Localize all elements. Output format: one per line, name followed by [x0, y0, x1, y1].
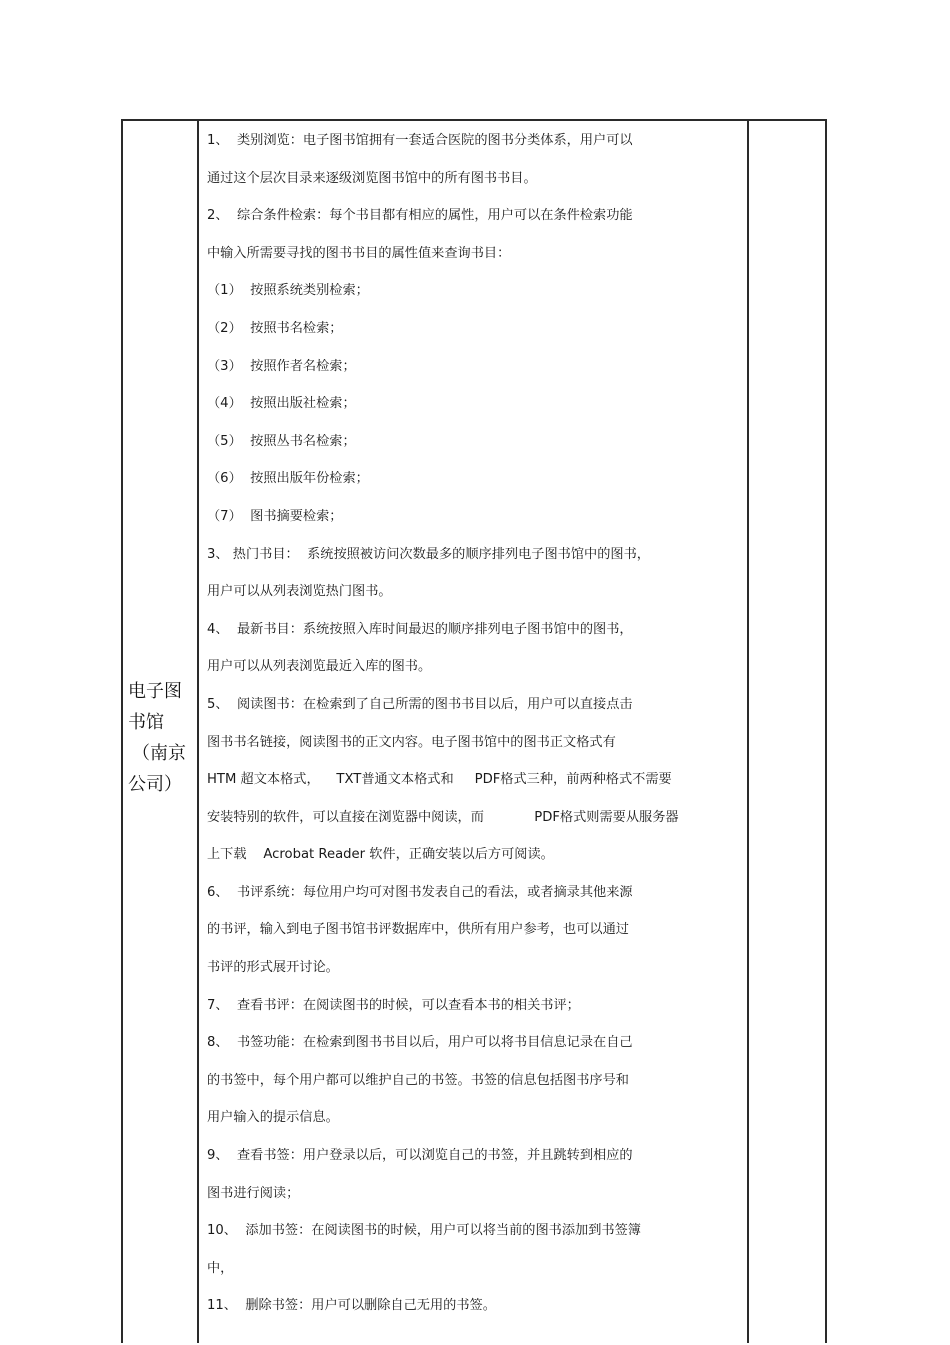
text-line: （6） 按照出版年份检索；	[207, 471, 369, 487]
text-line: 7、 查看书评：在阅读图书的时候，可以查看本书的相关书评；	[207, 997, 580, 1013]
column-divider	[198, 121, 199, 1343]
text-line: 2、 综合条件检索：每个书目都有相应的属性，用户可以在条件检索功能	[207, 208, 633, 224]
text-line: 9、 查看书签：用户登录以后，可以浏览自己的书签，并且跳转到相应的	[207, 1148, 633, 1164]
text-line: 书评的形式展开讨论。	[207, 960, 339, 976]
text-line: 上下载 Acrobat Reader 软件，正确安装以后方可阅读。	[207, 847, 554, 863]
text-line: 图书书名链接，阅读图书的正文内容。电子图书馆中的图书正文格式有	[207, 734, 616, 750]
text-line: 5、 阅读图书：在检索到了自己所需的图书书目以后，用户可以直接点击	[207, 696, 633, 712]
text-line: 安装特别的软件，可以直接在浏览器中阅读，而 PDF格式则需要从服务器	[207, 809, 679, 825]
text-line: （4） 按照出版社检索；	[207, 396, 356, 412]
text-line: （2） 按照书名检索；	[207, 320, 343, 336]
text-line: 3、 热门书目： 系统按照被访问次数最多的顺序排列电子图书馆中的图书，	[207, 546, 650, 562]
text-line: 图书进行阅读；	[207, 1185, 300, 1201]
column-divider	[748, 121, 749, 1343]
text-line: 的书签中，每个用户都可以维护自己的书签。书签的信息包括图书序号和	[207, 1072, 629, 1088]
text-line: （5） 按照丛书名检索；	[207, 433, 356, 449]
text-line: 用户输入的提示信息。	[207, 1110, 339, 1126]
text-line: 11、 删除书签：用户可以删除自己无用的书签。	[207, 1298, 496, 1314]
text-line: 用户可以从列表浏览热门图书。	[207, 584, 392, 600]
text-line: HTM 超文本格式， TXT普通文本格式和 PDF格式三种，前两种格式不需要	[207, 772, 672, 788]
text-line: （1） 按照系统类别检索；	[207, 283, 369, 299]
text-line: 8、 书签功能：在检索到图书书目以后，用户可以将书目信息记录在自己	[207, 1035, 633, 1051]
text-line: （3） 按照作者名检索；	[207, 358, 356, 374]
text-line: 10、 添加书签：在阅读图书的时候，用户可以将当前的图书添加到书签簿	[207, 1223, 641, 1239]
text-line: （7） 图书摘要检索；	[207, 508, 343, 524]
category-label-line: 公司）	[128, 774, 182, 795]
text-line: 用户可以从列表浏览最近入库的图书。	[207, 659, 432, 675]
category-label-line: 书馆	[128, 712, 164, 733]
text-line: 的书评，输入到电子图书馆书评数据库中，供所有用户参考，也可以通过	[207, 922, 629, 938]
category-label-line: 电子图	[128, 681, 182, 702]
text-line: 6、 书评系统：每位用户均可对图书发表自己的看法，或者摘录其他来源	[207, 884, 633, 900]
text-line: 中，	[207, 1260, 234, 1276]
feature-description-cell	[207, 129, 742, 1332]
category-label-line: （南京	[132, 743, 186, 764]
text-line: 4、 最新书目：系统按照入库时间最迟的顺序排列电子图书馆中的图书，	[207, 621, 633, 637]
text-line: 1、 类别浏览：电子图书馆拥有一套适合医院的图书分类体系，用户可以	[207, 133, 633, 148]
category-label-cell	[128, 676, 194, 800]
document-table	[121, 119, 827, 1343]
text-line: 中输入所需要寻找的图书书目的属性值来查询书目：	[207, 245, 511, 261]
text-line: 通过这个层次目录来逐级浏览图书馆中的所有图书书目。	[207, 170, 537, 186]
